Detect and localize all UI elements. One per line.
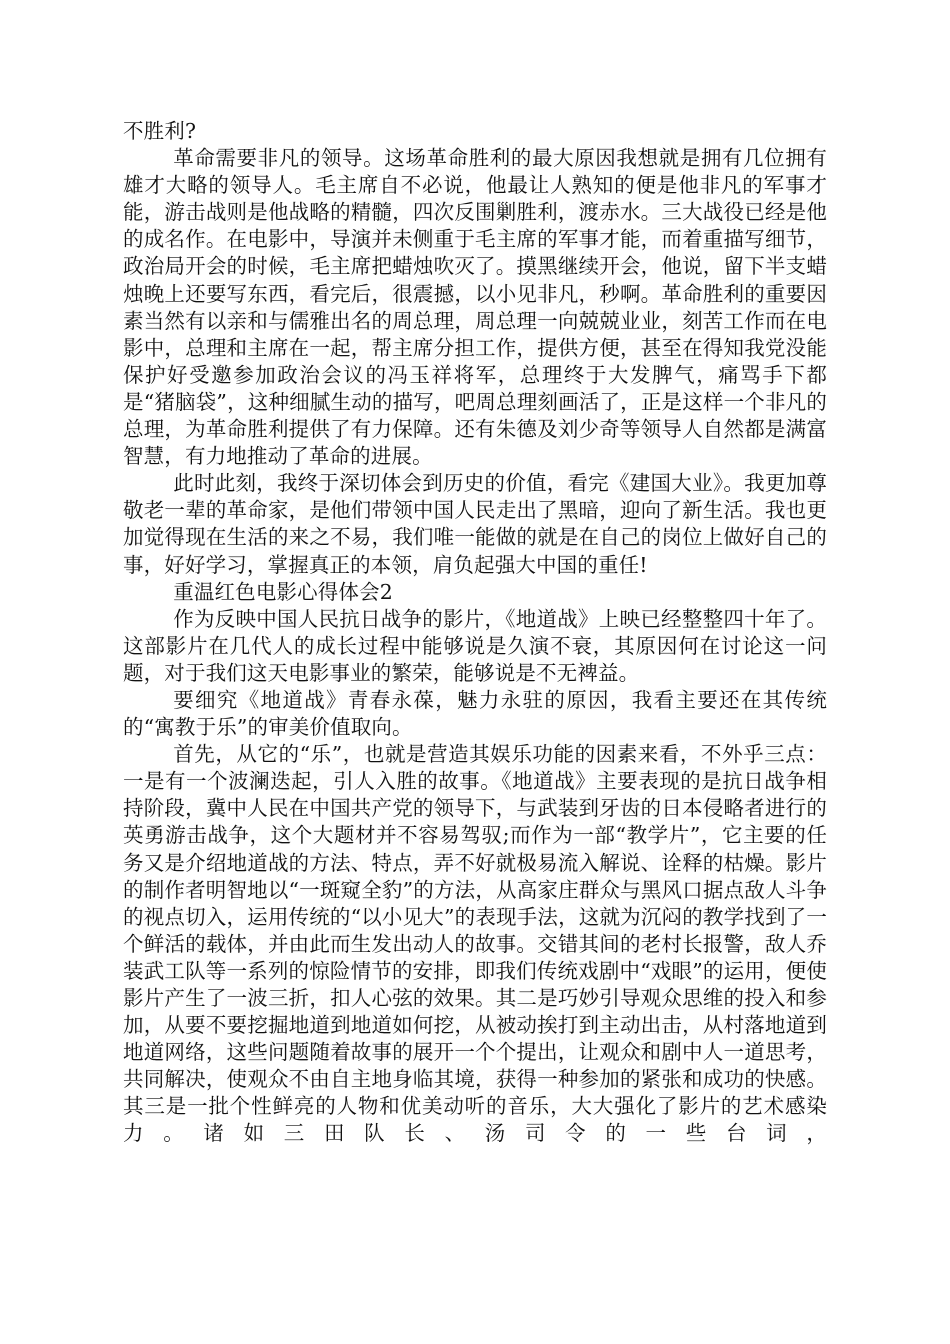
- paragraph-reflection: 此时此刻，我终于深切体会到历史的价值，看完《建国大业》。我更加尊敬老一辈的革命家，是他们带领中国人民走出了黑暗，迎向了新生活。我也更加觉得现在生活的来之不易，我们唯一能做的就是在自己的岗位上做好自己的事，好好学习，掌握真正的本领，肩负起强大中国的重任!: [123, 471, 827, 577]
- paragraph-leadership: 革命需要非凡的领导。这场革命胜利的最大原因我想就是拥有几位拥有雄才大略的领导人。毛主席自不必说，他最让人熟知的便是他非凡的军事才能，游击战则是他战略的精髓，四次反围剿胜利，渡赤水。三大战役已经是他的成名作。在电影中，导演并未侧重于毛主席的军事才能，而着重描写细节，政治局开会的时候，毛主席把蜡烛吹灭了。摸黑继续开会，他说，留下半支蜡烛晚上还要写东西，看完后，很震撼，以小见非凡，秒啊。革命胜利的重要因素当然有以亲和与儒雅出名的周总理，周总理一向兢兢业业，刻苦工作而在电影中，总理和主席在一起，帮主席分担工作，提供方便，甚至在得知我党没能保护好受邀参加政治会议的冯玉祥将军，总理终于大发脾气，痛骂手下都是“猪脑袋”，这种细腻生动的描写，吧周总理刻画活了，正是这样一个非凡的总理，为革命胜利提供了有力保障。还有朱德及刘少奇等领导人自然都是满富智慧，有力地推动了革命的进展。: [123, 146, 827, 469]
- section-heading: 重温红色电影心得体会2: [173, 579, 393, 604]
- paragraph-tunnel-war-analysis: 首先，从它的“乐”，也就是营造其娱乐功能的因素来看，不外乎三点：一是有一个波澜迭起，引人入胜的故事。《地道战》主要表现的是抗日战争相持阶段，冀中人民在中国共产党的领导下，与武装到牙齿的日本侵略者进行的英勇游击战争，这个大题材并不容易驾驭;而作为一部“教学片”，它主要的任务又是介绍地道战的方法、特点，弄不好就极易流入解说、诠释的枯燥。影片的制作者明智地以“一斑窥全豹”的方法，从高家庄群众与黑风口据点敌人斗争的视点切入，运用传统的“以小见大”的表现手法，这就为沉闷的教学找到了一个鲜活的载体，并由此而生发出动人的故事。交错其间的老村长报警，敌人乔装武工队等一系列的惊险情节的安排，即我们传统戏剧中“戏眼”的运用，便使影片产生了一波三折，扣人心弦的效果。其二是巧妙引导观众思维的投入和参加，从要不要挖掘地道到地道如何挖，从被动挨打到主动出击，从村落地道到地道网络，这些问题随着故事的展开一个个提出，让观众和剧中人一道思考，共同解决，使观众不由自主地身临其境，获得一种参加的紧张和成功的快感。其三是一批个性鲜亮的人物和优美动听的音乐，大大强化了影片的艺术感染力。诸如三田队长、汤司令的一些台词，: [123, 742, 827, 1146]
- paragraph-continuation: 不胜利?: [123, 119, 197, 143]
- paragraph-tunnel-war-intro: 作为反映中国人民抗日战争的影片，《地道战》上映已经整整四十年了。这部影片在几代人的成长过程中能够说是久演不衰，其原因何在讨论这一问题，对于我们这天电影事业的繁荣，能够说是不无裨益。: [123, 606, 827, 685]
- document-page: [123, 118, 827, 1148]
- paragraph-tunnel-war-reason: 要细究《地道战》青春永葆，魅力永驻的原因，我看主要还在其传统的“寓教于乐”的审美价值取向。: [123, 687, 827, 740]
